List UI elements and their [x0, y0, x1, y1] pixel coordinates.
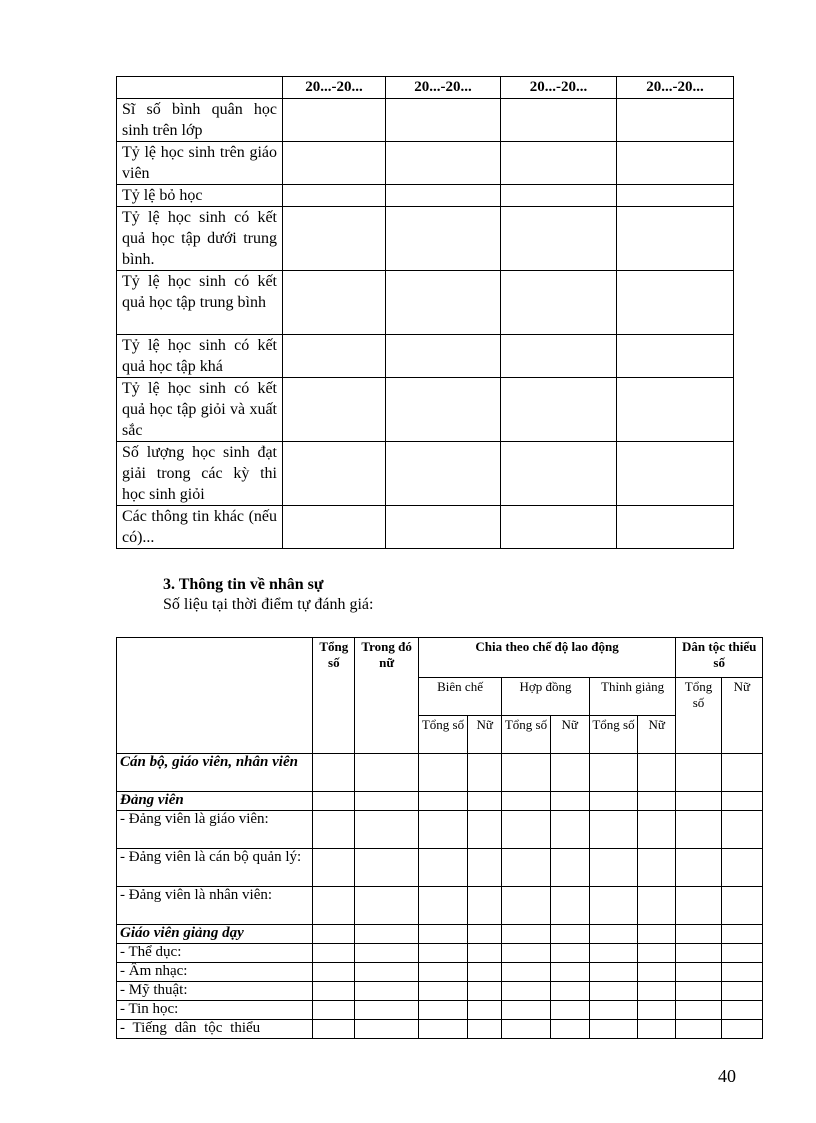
row-label: Tỷ lệ học sinh có kết quả học tập giỏi và xuất sắc	[117, 378, 283, 442]
data-cell	[386, 506, 501, 549]
data-cell	[283, 207, 386, 271]
table-row	[117, 506, 734, 549]
data-cell	[418, 754, 467, 792]
data-cell	[283, 185, 386, 207]
row-label: Đảng viên	[117, 792, 313, 811]
leaf-female-header: Nữ	[550, 716, 589, 754]
data-cell	[418, 982, 467, 1001]
data-cell	[589, 811, 637, 849]
data-cell	[386, 142, 501, 185]
page-number: 40	[718, 1066, 736, 1086]
row-label: - Âm nhạc:	[117, 963, 313, 982]
row-label: - Đảng viên là nhân viên:	[117, 887, 313, 925]
data-cell	[617, 378, 734, 442]
data-cell	[355, 754, 418, 792]
data-cell	[468, 925, 502, 944]
data-cell	[617, 506, 734, 549]
data-cell	[589, 792, 637, 811]
data-cell	[550, 1020, 589, 1039]
data-cell	[589, 887, 637, 925]
year-header: 20...-20...	[283, 77, 386, 99]
table-row	[117, 849, 763, 887]
data-cell	[638, 925, 676, 944]
header-blank-cell	[117, 638, 313, 754]
data-cell	[502, 1020, 550, 1039]
data-cell	[501, 378, 617, 442]
hop-dong-header: Hợp đồng	[502, 678, 590, 716]
row-label: - Đảng viên là cán bộ quản lý:	[117, 849, 313, 887]
personnel-table	[116, 637, 763, 1039]
table-row	[117, 271, 734, 335]
data-cell	[638, 792, 676, 811]
data-cell	[386, 442, 501, 506]
data-cell	[676, 811, 721, 849]
table-row	[117, 1001, 763, 1020]
data-cell	[468, 887, 502, 925]
leaf-total-header: Tổng số	[418, 716, 467, 754]
data-cell	[386, 99, 501, 142]
table-row	[117, 754, 763, 792]
data-cell	[550, 944, 589, 963]
leaf-female-header: Nữ	[468, 716, 502, 754]
data-cell	[638, 1020, 676, 1039]
data-cell	[502, 982, 550, 1001]
data-cell	[468, 792, 502, 811]
data-cell	[418, 811, 467, 849]
data-cell	[468, 982, 502, 1001]
data-cell	[283, 442, 386, 506]
data-cell	[617, 442, 734, 506]
section-subheading: Số liệu tại thời điểm tự đánh giá:	[163, 596, 374, 613]
data-cell	[676, 982, 721, 1001]
data-cell	[313, 792, 355, 811]
data-cell	[502, 754, 550, 792]
row-label: Tỷ lệ học sinh có kết quả học tập trung bình	[117, 271, 283, 335]
table-row	[117, 792, 763, 811]
data-cell	[589, 1001, 637, 1020]
data-cell	[617, 99, 734, 142]
data-cell	[468, 1020, 502, 1039]
table-row	[117, 811, 763, 849]
data-cell	[550, 925, 589, 944]
data-cell	[589, 944, 637, 963]
data-cell	[638, 887, 676, 925]
data-cell	[638, 963, 676, 982]
data-cell	[589, 925, 637, 944]
data-cell	[617, 142, 734, 185]
data-cell	[501, 506, 617, 549]
school-statistics-table	[116, 76, 734, 549]
row-label: Tỷ lệ học sinh có kết quả học tập khá	[117, 335, 283, 378]
data-cell	[721, 754, 762, 792]
data-cell	[386, 378, 501, 442]
data-cell	[418, 963, 467, 982]
data-cell	[589, 982, 637, 1001]
data-cell	[355, 963, 418, 982]
data-cell	[502, 849, 550, 887]
labor-regime-header: Chia theo chế độ lao động	[418, 638, 676, 678]
row-label: - Thể dục:	[117, 944, 313, 963]
table-row	[117, 335, 734, 378]
data-cell	[355, 1020, 418, 1039]
table-row	[117, 442, 734, 506]
year-header: 20...-20...	[386, 77, 501, 99]
data-cell	[501, 142, 617, 185]
data-cell	[501, 207, 617, 271]
table-row	[117, 982, 763, 1001]
data-cell	[721, 982, 762, 1001]
data-cell	[589, 1020, 637, 1039]
data-cell	[502, 925, 550, 944]
data-cell	[313, 811, 355, 849]
data-cell	[386, 271, 501, 335]
data-cell	[502, 811, 550, 849]
data-cell	[617, 335, 734, 378]
data-cell	[638, 754, 676, 792]
data-cell	[721, 1001, 762, 1020]
data-cell	[589, 849, 637, 887]
data-cell	[550, 754, 589, 792]
data-cell	[418, 887, 467, 925]
data-cell	[617, 207, 734, 271]
data-cell	[676, 963, 721, 982]
data-cell	[283, 99, 386, 142]
data-cell	[355, 792, 418, 811]
total-header: Tổng số	[313, 638, 355, 754]
row-label: Cán bộ, giáo viên, nhân viên	[117, 754, 313, 792]
leaf-total-header: Tổng số	[589, 716, 637, 754]
data-cell	[418, 792, 467, 811]
data-cell	[501, 335, 617, 378]
table-header-row	[117, 638, 763, 678]
data-cell	[386, 335, 501, 378]
data-cell	[676, 1001, 721, 1020]
table-row	[117, 925, 763, 944]
data-cell	[386, 207, 501, 271]
data-cell	[313, 944, 355, 963]
data-cell	[721, 811, 762, 849]
row-label: Số lượng học sinh đạt giải trong các kỳ thi học sinh giỏi	[117, 442, 283, 506]
data-cell	[676, 887, 721, 925]
data-cell	[501, 442, 617, 506]
data-cell	[550, 982, 589, 1001]
row-label: - Tiếng dân tộc thiểu	[117, 1020, 313, 1039]
row-label: - Tin học:	[117, 1001, 313, 1020]
row-label: Sĩ số bình quân học sinh trên lớp	[117, 99, 283, 142]
table-row	[117, 142, 734, 185]
data-cell	[676, 944, 721, 963]
data-cell	[721, 1020, 762, 1039]
data-cell	[468, 963, 502, 982]
ethnic-minority-header: Dân tộc thiểu số	[676, 638, 763, 678]
data-cell	[502, 944, 550, 963]
data-cell	[676, 1020, 721, 1039]
data-cell	[313, 754, 355, 792]
data-cell	[355, 944, 418, 963]
data-cell	[638, 849, 676, 887]
table-header-row	[117, 77, 734, 99]
data-cell	[721, 944, 762, 963]
data-cell	[418, 849, 467, 887]
data-cell	[502, 792, 550, 811]
data-cell	[283, 271, 386, 335]
data-cell	[501, 185, 617, 207]
data-cell	[550, 792, 589, 811]
data-cell	[283, 506, 386, 549]
data-cell	[676, 849, 721, 887]
row-label: - Đảng viên là giáo viên:	[117, 811, 313, 849]
data-cell	[418, 1001, 467, 1020]
data-cell	[386, 185, 501, 207]
data-cell	[721, 792, 762, 811]
data-cell	[721, 925, 762, 944]
data-cell	[721, 887, 762, 925]
data-cell	[313, 1020, 355, 1039]
data-cell	[617, 271, 734, 335]
row-label: Tỷ lệ bỏ học	[117, 185, 283, 207]
data-cell	[283, 378, 386, 442]
data-cell	[418, 925, 467, 944]
table-row	[117, 207, 734, 271]
female-header: Trong đó nữ	[355, 638, 418, 754]
thinh-giang-header: Thỉnh giảng	[589, 678, 676, 716]
data-cell	[468, 754, 502, 792]
data-cell	[721, 849, 762, 887]
data-cell	[355, 982, 418, 1001]
data-cell	[589, 963, 637, 982]
data-cell	[468, 811, 502, 849]
data-cell	[676, 792, 721, 811]
data-cell	[468, 1001, 502, 1020]
data-cell	[550, 887, 589, 925]
data-cell	[313, 849, 355, 887]
table-row	[117, 1020, 763, 1039]
data-cell	[550, 811, 589, 849]
leaf-total-header: Tổng số	[502, 716, 550, 754]
row-label: Tỷ lệ học sinh có kết quả học tập dưới trung bình.	[117, 207, 283, 271]
bien-che-header: Biên chế	[418, 678, 502, 716]
data-cell	[283, 335, 386, 378]
data-cell	[468, 849, 502, 887]
table-row	[117, 944, 763, 963]
data-cell	[617, 185, 734, 207]
data-cell	[313, 982, 355, 1001]
data-cell	[589, 754, 637, 792]
table-row	[117, 185, 734, 207]
data-cell	[676, 925, 721, 944]
ethnic-female-header: Nữ	[721, 678, 762, 754]
data-cell	[355, 849, 418, 887]
row-label: Các thông tin khác (nếu có)...	[117, 506, 283, 549]
row-label: Tỷ lệ học sinh trên giáo viên	[117, 142, 283, 185]
data-cell	[418, 944, 467, 963]
data-cell	[313, 925, 355, 944]
data-cell	[638, 944, 676, 963]
table-row	[117, 378, 734, 442]
data-cell	[502, 1001, 550, 1020]
data-cell	[468, 944, 502, 963]
data-cell	[676, 754, 721, 792]
data-cell	[638, 982, 676, 1001]
data-cell	[355, 811, 418, 849]
ethnic-total-header: Tổng số	[676, 678, 721, 754]
year-header: 20...-20...	[617, 77, 734, 99]
data-cell	[502, 887, 550, 925]
data-cell	[721, 963, 762, 982]
data-cell	[313, 1001, 355, 1020]
data-cell	[550, 963, 589, 982]
data-cell	[502, 963, 550, 982]
leaf-female-header: Nữ	[638, 716, 676, 754]
data-cell	[638, 1001, 676, 1020]
data-cell	[418, 1020, 467, 1039]
data-cell	[550, 849, 589, 887]
data-cell	[355, 925, 418, 944]
row-label: - Mỹ thuật:	[117, 982, 313, 1001]
table-row	[117, 887, 763, 925]
data-cell	[550, 1001, 589, 1020]
data-cell	[313, 887, 355, 925]
year-header: 20...-20...	[501, 77, 617, 99]
section-heading: 3. Thông tin về nhân sự	[163, 576, 324, 593]
data-cell	[501, 99, 617, 142]
data-cell	[313, 963, 355, 982]
data-cell	[355, 887, 418, 925]
header-blank-cell	[117, 77, 283, 99]
data-cell	[283, 142, 386, 185]
data-cell	[355, 1001, 418, 1020]
table-row	[117, 963, 763, 982]
row-label: Giáo viên giảng dạy	[117, 925, 313, 944]
table-row	[117, 99, 734, 142]
data-cell	[501, 271, 617, 335]
data-cell	[638, 811, 676, 849]
